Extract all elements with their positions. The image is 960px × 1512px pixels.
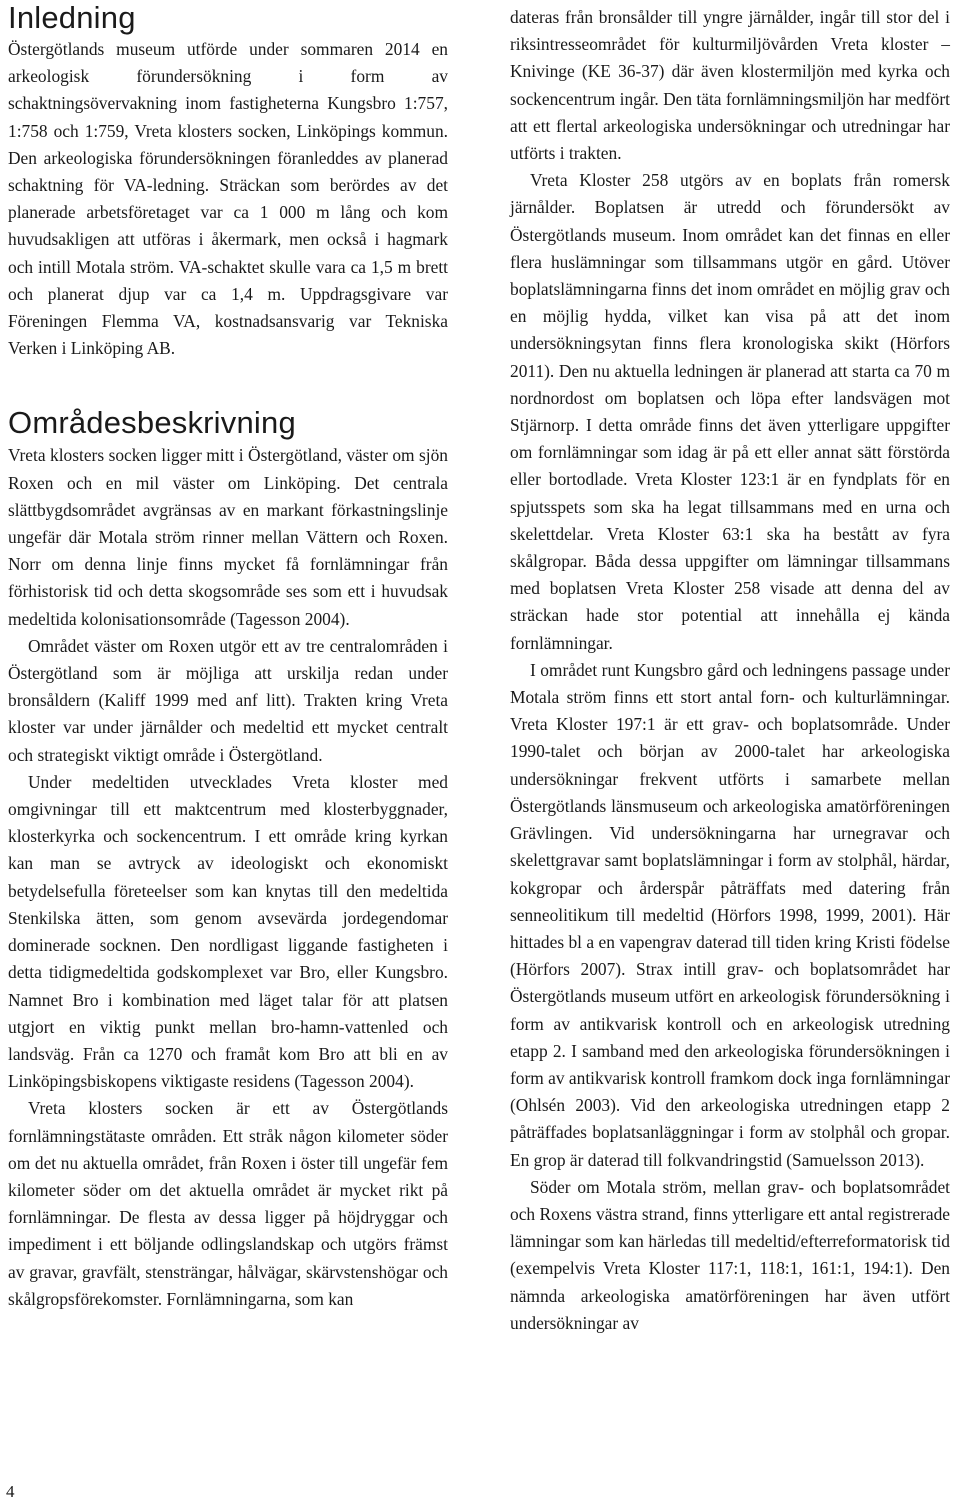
right-column	[510, 4, 950, 1337]
intro-paragraph: Östergötlands museum utförde under sommaren 2014 en arkeologisk förundersökning i form av schaktningsövervakning inom fastigheterna Kungsbro 1:757, 1:758 och 1:759, Vreta klosters socken, Linköpings kommun. Den arkeologiska förundersökningen föranleddes av planerad schaktning för VA-ledning. Sträckan som berördes av det planerade arbetsföretaget var ca 1 000 m lång och kom huvudsakligen att utföras i åkermark, men också i hagmark och intill Motala ström. VA-schaktet skulle vara ca 1,5 m brett och planerat djup var ca 1,4 m. Uppdragsgivare var Föreningen Flemma VA, kostnadsansvarig var Tekniska Verken i Linköping AB.	[8, 39, 448, 359]
right-paragraph-3: I området runt Kungsbro gård och ledningens passage under Motala ström finns ett stort antal forn- och kulturlämningar. Vreta Kloster 197:1 är ett grav- och boplatsområde. Under 1990-talet och början av 2000-talet har arkeologiska undersökningar frekvent utförts i samarbete mellan Östergötlands länsmuseum och arkeologiska amatörföreningen Grävlingen. Vid undersökningarna har urnegravar och skelettgravar samt boplatslämningar i form av stolphål, härdar, kokgropar och årderspår påträffats med datering från senneolitikum till medeltid (Hörfors 1998, 1999, 2001). Här hittades bl a en vapengrav daterad till tiden kring Kristi födelse (Hörfors 2007). Strax intill grav- och boplatsområdet har Östergötlands museum utfört en arkeologisk förundersökning i form av antikvarisk kontroll och en arkeologisk utredning etapp 2. I samband med den arkeologiska förundersökningen i form av antikvarisk kontroll framkom dock inga fornlämningar (Ohlsén 2003). Vid den arkeologiska utredningen etapp 2 påträffades boplatsanläggningar i form av stolphål och gropar. En grop är daterad till folkvandringstid (Samuelsson 2013).	[510, 659, 950, 1170]
right-paragraph-1: dateras från bronsålder till yngre järnålder, ingår till stor del i riksintresseområdet för kulturmiljövården Vreta kloster – Knivinge (KE 36-37) där även klostermiljön med kyrka och sockencentrum ingår. Den täta fornlämningsmiljön har medfört att ett flertal arkeologiska undersökningar och utredningar har utförts i trakten.	[510, 7, 950, 164]
right-paragraph-2: Vreta Kloster 258 utgörs av en boplats från romersk järnålder. Boplatsen är utredd och förundersökt av Östergötlands museum. Inom området kan det finnas en eller flera huslämningar som tillsammans utgör en gård. Utöver boplatslämningarna finns det inom området en möjlig grav och en möjlig hydda, vilket kan visa på att det inom undersökningsytan finns flera kronologiska skikt (Hörfors 2011). Den nu aktuella ledningen är planerad att starta ca 70 m nordnordost om boplatsen och löpa efter landsvägen mot Stjärnorp. I detta område finns det även ytterligare uppgifter om fornlämningar som idag är på ett eller annat sätt förstörda eller bortodlade. Vreta Kloster 123:1 är en fyndplats för en spjutsspets som ska ha legat tillsammans med en urna och skelettdelar. Vreta Kloster 63:1 ska ha bestått av fyra skålgropar. Båda dessa uppgifter om lämningar tillsammans med boplatsen Vreta Kloster 258 visade att denna del av sträckan hade stor potential att innehålla ej kända fornlämningar.	[510, 170, 950, 653]
heading-inledning: Inledning	[8, 0, 136, 35]
area-paragraph-1: Vreta klosters socken ligger mitt i Östergötland, väster om sjön Roxen och en mil väster om Linköping. Det centrala slättbygdsområdet avgränsas av en markant förkastningslinje ungefär där Motala ström rinner mellan Vättern och Roxen. Norr om denna linje finns mycket få fornlämningar från förhistorisk tid och detta skogsområde ses som ett i huvudsak medeltida kolonisationsområde (Tagesson 2004).	[8, 445, 448, 629]
area-paragraph-2: Området väster om Roxen utgör ett av tre centralområden i Östergötland som är möjliga att urskilja redan under bronsåldern (Kaliff 1999 med anf litt). Trakten kring Vreta kloster var under järnålder och medeltid ett mycket centralt och strategiskt viktigt område i Östergötland.	[8, 635, 448, 765]
area-paragraph-3: Under medeltiden utvecklades Vreta kloster med omgivningar till ett maktcentrum med klosterbyggnader, klosterkyrka och sockencentrum. I ett område kring kyrkan kan man se avtryck av ideologiskt och ekonomiskt betydelsefulla företeelser som kan knytas till den medeltida Stenkilska ätten, som genom avsevärda jordegendomar dominerade socknen. Den nordligast liggande fastigheten i detta tidigmedeltida godskomplexet var Bro, eller Kungsbro. Namnet Bro i kombination med läget talar för att platsen utgjort en viktig punkt mellan bro-hamn-vattenled och landsväg. Från ca 1270 och framåt kom Bro att bli en av Linköpingsbiskopens viktigaste residens (Tagesson 2004).	[8, 771, 448, 1092]
left-column	[8, 0, 448, 1313]
page-number: 4	[6, 1482, 15, 1501]
heading-omradesbeskrivning: Områdesbeskrivning	[8, 405, 296, 441]
area-paragraph-4: Vreta klosters socken är ett av Östergötlands fornlämningstätaste områden. Ett stråk någon kilometer söder om det nu aktuella området, från Roxen i öster till ungefär fem kilometer söder om det aktuella området är mycket rikt på fornlämningar. De flesta av dessa ligger på höjdryggar och impediment i ett böljande odlingslandskap och utgörs främst av gravar, gravfält, stensträngar, hålvägar, skärvstenshögar och skålgropsförekomster. Fornlämningarna, som kan	[8, 1098, 448, 1309]
right-paragraph-4: Söder om Motala ström, mellan grav- och boplatsområdet och Roxens västra strand, finns ytterligare ett antal registrerade lämningar som kan härledas till medeltid/efterreformatorisk tid (exempelvis Vreta Kloster 117:1, 118:1, 161:1, 194:1). Den nämnda arkeologiska amatörföreningen har även utfört undersökningar av	[510, 1176, 950, 1333]
